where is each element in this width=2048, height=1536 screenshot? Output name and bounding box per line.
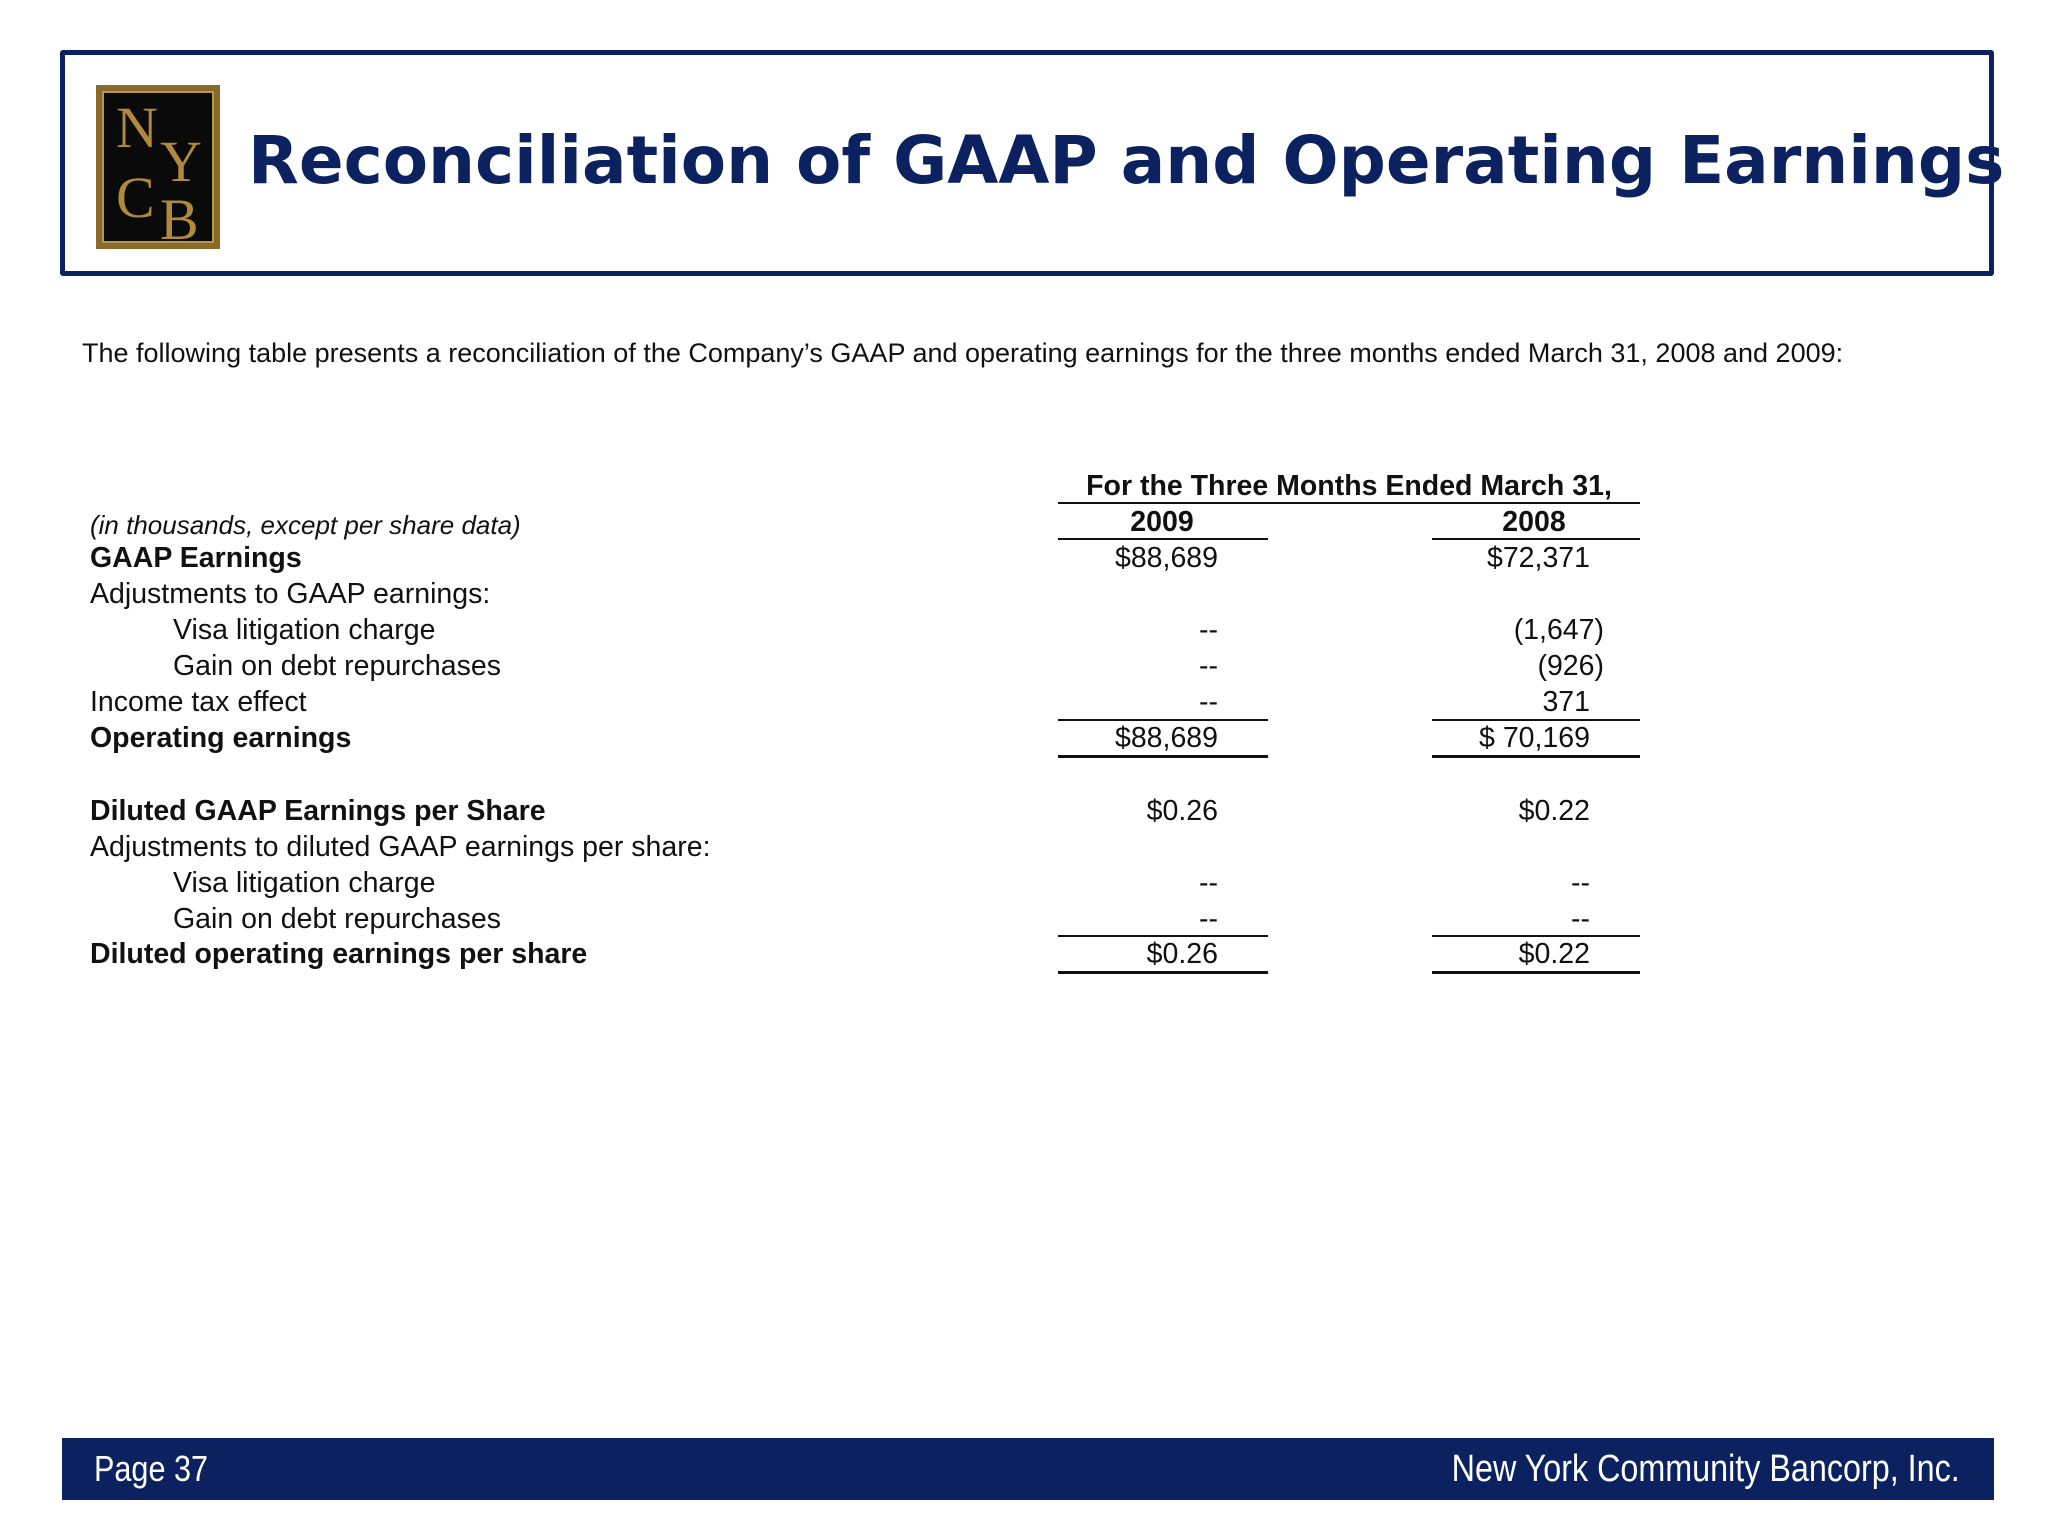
subtotal-rule-2009 [1058, 719, 1268, 721]
value-2008: $72,371 [1486, 542, 1590, 574]
footer-bar [62, 1438, 1994, 1500]
row-label: Adjustments to diluted GAAP earnings per share: [90, 831, 711, 863]
value-2009: -- [1199, 650, 1218, 682]
logo-letter-y: Y [160, 129, 202, 194]
value-2008: -- [1571, 867, 1590, 899]
value-2009: -- [1199, 686, 1218, 718]
page-title: Reconciliation of GAAP and Operating Earnings [248, 122, 2005, 199]
value-2008: 371 [1542, 686, 1590, 718]
total-rule-2008 [1432, 755, 1640, 758]
value-2008: $ 70,169 [1479, 722, 1590, 754]
table-row [0, 867, 2048, 903]
table-row [0, 650, 2048, 686]
row-label: Diluted operating earnings per share [90, 938, 588, 970]
table-row [0, 722, 2048, 758]
nycb-logo [96, 85, 220, 252]
row-label: GAAP Earnings [90, 542, 302, 574]
total-rule-2009 [1058, 755, 1268, 758]
year-header-2009: 2009 [1130, 506, 1194, 538]
logo-letter-b: B [160, 187, 199, 252]
table-row [0, 686, 2048, 722]
intro-text: The following table presents a reconciliation of the Company’s GAAP and operating earnings for the three months ended March 31, 2008 and 2009: [82, 338, 1844, 368]
logo-letter-n: N [116, 95, 158, 160]
value-2009: -- [1199, 903, 1218, 935]
logo-letter-c: C [116, 165, 155, 230]
value-2008: $0.22 [1518, 795, 1590, 827]
subtotal-rule-2008 [1432, 935, 1640, 937]
year-2008-underline [1432, 538, 1640, 540]
year-header-2008: 2008 [1502, 506, 1566, 538]
value-2009: -- [1199, 614, 1218, 646]
table-row [0, 795, 2048, 831]
value-2008: (926) [1537, 650, 1604, 682]
value-2009: $88,689 [1114, 542, 1218, 574]
total-rule-2008 [1432, 971, 1640, 974]
row-label: Visa litigation charge [173, 867, 436, 899]
row-label: Income tax effect [90, 686, 307, 718]
value-2009: $0.26 [1146, 795, 1218, 827]
value-2009: $88,689 [1114, 722, 1218, 754]
value-2008: $0.22 [1518, 938, 1590, 970]
company-name: New York Community Bancorp, Inc. [1451, 1448, 1960, 1490]
period-header: For the Three Months Ended March 31, [1086, 470, 1612, 502]
value-2009: $0.26 [1146, 938, 1218, 970]
subtotal-rule-2009 [1058, 935, 1268, 937]
table-row [0, 542, 2048, 578]
period-header-underline [1058, 502, 1640, 504]
value-2009: -- [1199, 867, 1218, 899]
subtotal-rule-2008 [1432, 719, 1640, 721]
units-note: (in thousands, except per share data) [90, 510, 521, 540]
value-2008: (1,647) [1513, 614, 1604, 646]
table-row [0, 938, 2048, 974]
row-label: Adjustments to GAAP earnings: [90, 578, 491, 610]
units-row [0, 508, 2048, 544]
value-2008: -- [1571, 903, 1590, 935]
row-label: Diluted GAAP Earnings per Share [90, 795, 546, 827]
year-2009-underline [1058, 538, 1268, 540]
table-row [0, 903, 2048, 939]
row-label: Operating earnings [90, 722, 352, 754]
table-row [0, 578, 2048, 614]
row-label: Gain on debt repurchases [173, 903, 501, 935]
table-row [0, 614, 2048, 650]
row-label: Visa litigation charge [173, 614, 436, 646]
row-label: Gain on debt repurchases [173, 650, 501, 682]
page-number: Page 37 [94, 1448, 209, 1489]
table-row [0, 831, 2048, 867]
total-rule-2009 [1058, 971, 1268, 974]
